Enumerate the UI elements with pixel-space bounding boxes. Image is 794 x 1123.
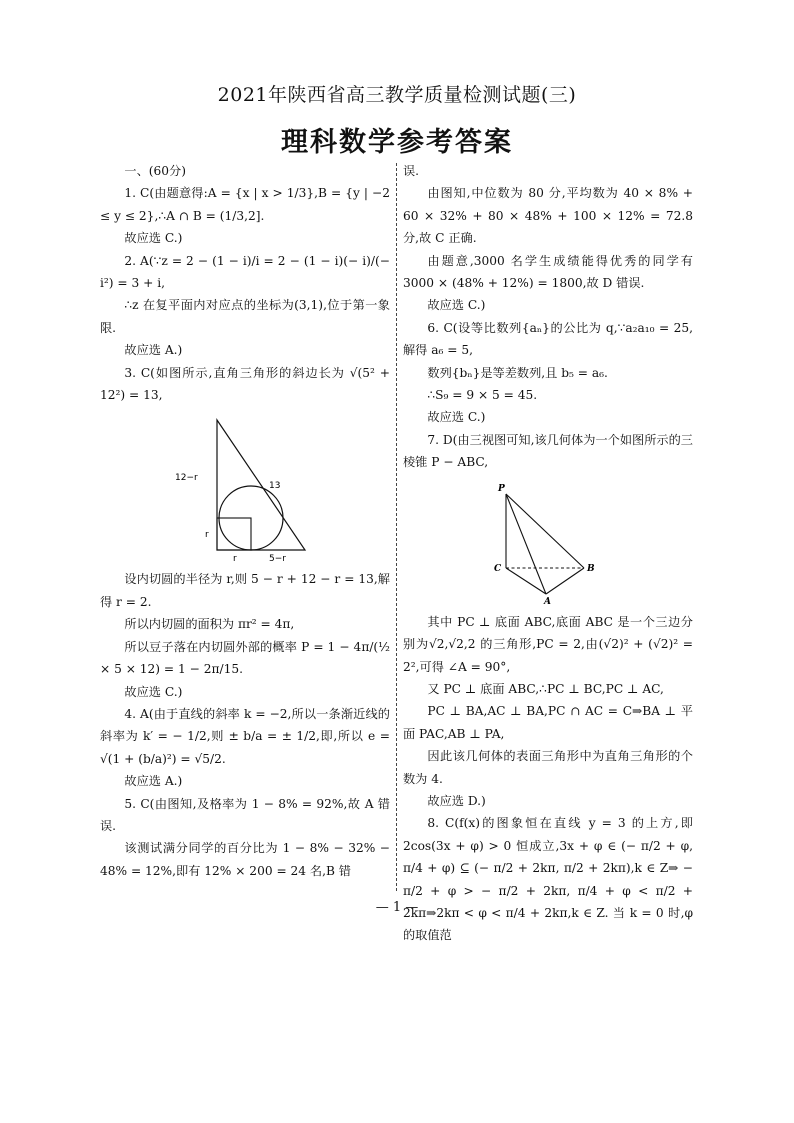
answer-1-choice: 故应选 C.) [124, 231, 183, 246]
answer-3-choice: 故应选 C.) [124, 684, 183, 699]
document-title: 2021年陕西省高三教学质量检测试题(三) [217, 84, 577, 106]
answer-6-detail: 数列{bₙ}是等差数列,且 b₅ = a₆. [427, 365, 608, 380]
label-12-minus-r: 12−r [175, 473, 198, 484]
column-divider [396, 163, 397, 891]
answer-3-area: 所以内切圆的面积为 πr² = 4π, [124, 617, 295, 632]
label-r-left: r [205, 530, 209, 541]
vertex-label-a: A [544, 596, 551, 605]
answer-7-choice: 故应选 D.) [427, 793, 486, 808]
vertex-label-c: C [494, 563, 502, 574]
answer-2: 2. A(∵z = 2 − (1 − i)/i = 2 − (1 − i)(− i)/(− i²) = 3 + i, [100, 253, 390, 291]
answer-6: 6. C(设等比数列{aₙ}的公比为 q,∵a₂a₁₀ = 25,解得 a₆ = 5, [403, 320, 693, 358]
answer-6-sum: ∴S₉ = 9 × 5 = 45. [427, 388, 538, 403]
answer-5-choice: 故应选 C.) [427, 298, 486, 313]
section-heading: 一、(60分) [124, 164, 186, 178]
label-13: 13 [269, 481, 281, 492]
answer-5-excellent: 由题意,3000 名学生成绩能得优秀的同学有 3000 × (48% + 12%) = 1800,故 D 错误. [403, 253, 693, 291]
answer-2-detail: ∴z 在复平面内对应点的坐标为(3,1),位于第一象限. [100, 298, 390, 335]
answer-4-choice: 故应选 A.) [124, 774, 183, 789]
answer-6-choice: 故应选 C.) [427, 410, 486, 425]
answer-5-detail: 该测试满分同学的百分比为 1 − 8% − 32% − 48% = 12%,即有 12% × 200 = 24 名,B 错 [100, 841, 390, 878]
answer-3-probability: 所以豆子落在内切圆外部的概率 P = 1 − 4π/(½ × 5 × 12) = 1 − 2π/15. [100, 639, 390, 677]
answer-7-perpendicular: 又 PC ⊥ 底面 ABC,∴PC ⊥ BC,PC ⊥ AC, [427, 681, 664, 696]
answer-5-median: 由图知,中位数为 80 分,平均数为 40 × 8% + 60 × 32% + 80 × 48% + 100 × 12% = 72.8 分,故 C 正确. [403, 186, 693, 246]
answer-3: 3. C(如图所示,直角三角形的斜边长为 √(5² + 12²) = 13, [100, 365, 390, 403]
answer-3-detail: 设内切圆的半径为 r,则 5 − r + 12 − r = 13,解得 r = 2. [100, 572, 390, 609]
answer-7-detail: 其中 PC ⊥ 底面 ABC,底面 ABC 是一个三边分别为√2,√2,2 的三角形,PC = 2,由(√2)² + (√2)² = 2²,可得 ∠A = 90°, [403, 614, 693, 674]
answer-7: 7. D(由三视图可知,该几何体为一个如图所示的三棱锥 P − ABC, [403, 432, 693, 470]
label-5-minus-r: 5−r [269, 554, 286, 563]
right-column [403, 160, 693, 947]
document-subtitle: 理科数学参考答案 [281, 127, 513, 158]
answer-5: 5. C(由图知,及格率为 1 − 8% = 92%,故 A 错误. [100, 796, 390, 833]
answer-5-continued: 误. [403, 164, 420, 178]
page-number: — 1 — [375, 900, 419, 915]
label-r-bottom: r [233, 554, 237, 563]
answer-7-count: 因此该几何体的表面三角形中为直角三角形的个数为 4. [403, 749, 693, 786]
answer-1: 1. C(由题意得:A = {x | x > 1/3},B = {y | −2 ≤ y ≤ 2},∴A ∩ B = (1/3,2]. [100, 186, 390, 223]
vertex-label-b: B [587, 563, 595, 574]
answer-7-plane: PC ⊥ BA,AC ⊥ BA,PC ∩ AC = C⇒BA ⊥ 平面 PAC,AB ⊥ PA, [403, 704, 693, 741]
incircle-triangle-figure [165, 412, 325, 562]
answer-8: 8. C(f(x)的图象恒在直线 y = 3 的上方,即 2cos(3x + φ) > 0 恒成立,3x + φ ∈ (− π/2 + φ, π/4 + φ) ⊆ (− π/2 + 2kπ, π/2 + 2kπ),k ∈ Z⇒ − π/2 + φ > − π/2 + 2kπ, π/4 + φ < π/2 + 2kπ⇒2kπ < φ < π/4 + 2kπ,k ∈ Z. 当 k = 0 时,φ 的取值范 [403, 816, 693, 943]
left-column [100, 160, 390, 882]
tetrahedron-figure [488, 480, 608, 605]
answer-4: 4. A(由于直线的斜率 k = −2,所以一条渐近线的斜率为 k′ = − 1/2,则 ± b/a = ± 1/2,即,所以 e = √(1 + (b/a)²) = √5/2. [100, 706, 390, 766]
vertex-label-p: P [498, 483, 505, 494]
answer-2-choice: 故应选 A.) [124, 343, 183, 358]
